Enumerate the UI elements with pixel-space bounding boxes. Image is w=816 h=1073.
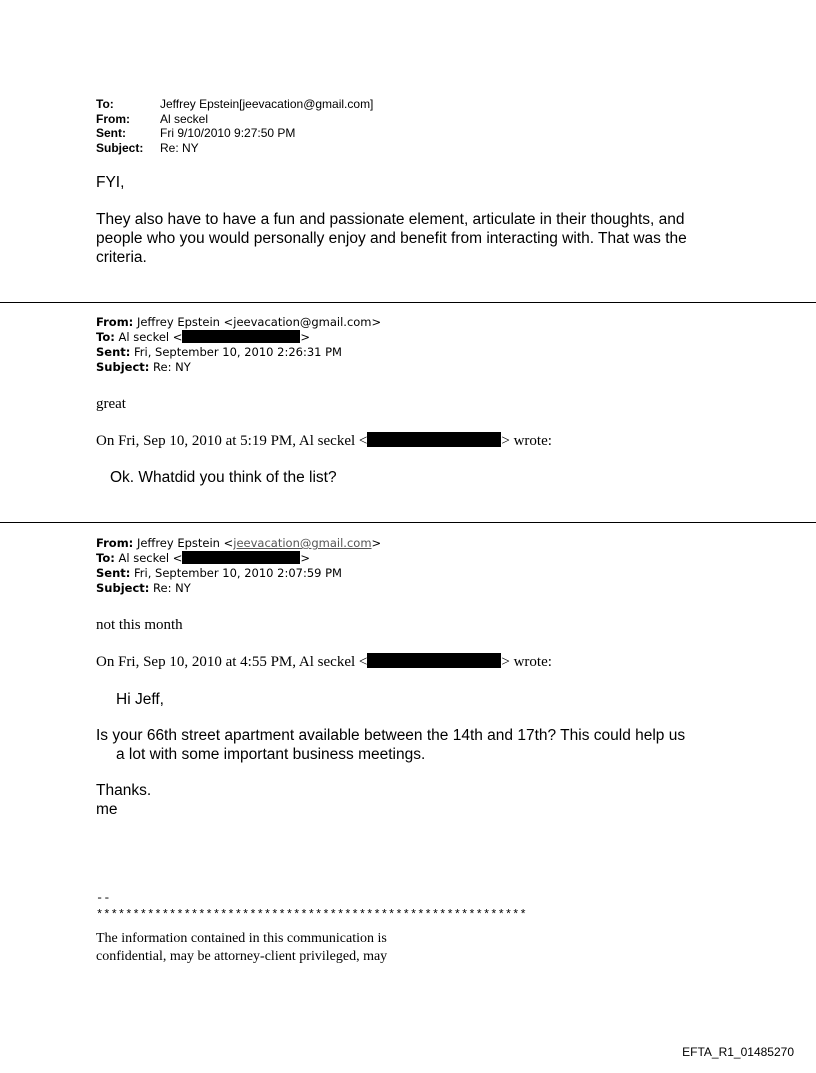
from-label: From: bbox=[96, 536, 134, 550]
message2-reply: great bbox=[96, 396, 126, 412]
from-row bbox=[96, 112, 373, 127]
sent-label: Sent: bbox=[96, 126, 126, 140]
email-link[interactable]: jeevacation@gmail.com bbox=[233, 536, 372, 550]
subject-label: Subject: bbox=[96, 360, 150, 374]
sent-value: Fri, September 10, 2010 2:26:31 PM bbox=[134, 345, 342, 359]
message3-quoted-line1: Is your 66th street apartment available between the 14th and 17th? This could help us bbox=[96, 727, 686, 744]
message3-header bbox=[96, 536, 381, 596]
subject-row bbox=[96, 360, 381, 375]
message3-quote-intro bbox=[96, 653, 552, 671]
sent-row bbox=[96, 566, 381, 581]
to-row bbox=[96, 330, 381, 345]
from-value: Al seckel bbox=[160, 111, 209, 126]
quote-intro-text: On Fri, Sep 10, 2010 at 4:55 PM, Al seckel < bbox=[96, 654, 368, 670]
signature-dashes: -- bbox=[96, 891, 111, 905]
from-label: From: bbox=[96, 111, 130, 126]
redaction-bar bbox=[182, 551, 300, 564]
subject-label: Subject: bbox=[96, 140, 144, 155]
message1-body: They also have to have a fun and passionate element, articulate in their thoughts, and people who you would personally enjoy and benefit from interacting with. That was the criteria. bbox=[96, 211, 687, 266]
redaction-bar bbox=[367, 432, 501, 447]
to-prefix: Al seckel < bbox=[118, 551, 183, 565]
message3-quoted-greeting: Hi Jeff, bbox=[116, 691, 164, 708]
message3-signoff: me bbox=[96, 801, 118, 818]
message2-quoted: Ok. Whatdid you think of the list? bbox=[110, 469, 337, 486]
subject-label: Subject: bbox=[96, 581, 150, 595]
sent-value: Fri, September 10, 2010 2:07:59 PM bbox=[134, 566, 342, 580]
disclaimer-line1: The information contained in this communication is bbox=[96, 931, 387, 946]
to-suffix: > bbox=[300, 551, 311, 565]
from-value: Jeffrey Epstein <jeevacation@gmail.com> bbox=[136, 315, 382, 329]
to-prefix: Al seckel < bbox=[118, 330, 183, 344]
from-suffix: > bbox=[371, 536, 382, 550]
to-suffix: > bbox=[300, 330, 311, 344]
from-row bbox=[96, 315, 381, 330]
subject-value: Re: NY bbox=[160, 140, 199, 155]
disclaimer-line2: confidential, may be attorney-client privileged, may bbox=[96, 949, 388, 964]
quote-intro-end: > wrote: bbox=[501, 654, 552, 670]
from-label: From: bbox=[96, 315, 134, 329]
separator-rule bbox=[0, 522, 816, 523]
from-prefix: Jeffrey Epstein < bbox=[136, 536, 234, 550]
subject-row bbox=[96, 141, 373, 156]
from-row bbox=[96, 536, 381, 551]
subject-row bbox=[96, 581, 381, 596]
message3-thanks: Thanks. bbox=[96, 782, 152, 799]
to-label: To: bbox=[96, 97, 114, 111]
message1-greeting: FYI, bbox=[96, 174, 125, 191]
redaction-bar bbox=[367, 653, 501, 668]
sent-row bbox=[96, 126, 373, 141]
separator-rule bbox=[0, 302, 816, 303]
to-row bbox=[96, 97, 373, 112]
redaction-bar bbox=[182, 330, 300, 343]
message3-reply: not this month bbox=[96, 617, 183, 633]
sent-label: Sent: bbox=[96, 345, 131, 359]
message3-quoted-line2: a lot with some important business meetings. bbox=[116, 746, 426, 763]
stars-divider: *********************************************************** bbox=[96, 908, 527, 922]
message2-quote-intro bbox=[96, 432, 552, 450]
message2-header bbox=[96, 315, 381, 375]
quote-intro-text: On Fri, Sep 10, 2010 at 5:19 PM, Al seckel < bbox=[96, 433, 368, 449]
document-id: EFTA_R1_01485270 bbox=[682, 1045, 794, 1059]
message1-header bbox=[96, 97, 373, 155]
to-label: To: bbox=[96, 330, 115, 344]
subject-value: Re: NY bbox=[153, 360, 191, 374]
subject-value: Re: NY bbox=[153, 581, 191, 595]
sent-row bbox=[96, 345, 381, 360]
sent-value: Fri 9/10/2010 9:27:50 PM bbox=[160, 126, 296, 140]
quote-intro-end: > wrote: bbox=[501, 433, 552, 449]
sent-label: Sent: bbox=[96, 566, 131, 580]
to-row bbox=[96, 551, 381, 566]
to-label: To: bbox=[96, 551, 115, 565]
to-value: Jeffrey Epstein[jeevacation@gmail.com] bbox=[160, 97, 374, 111]
